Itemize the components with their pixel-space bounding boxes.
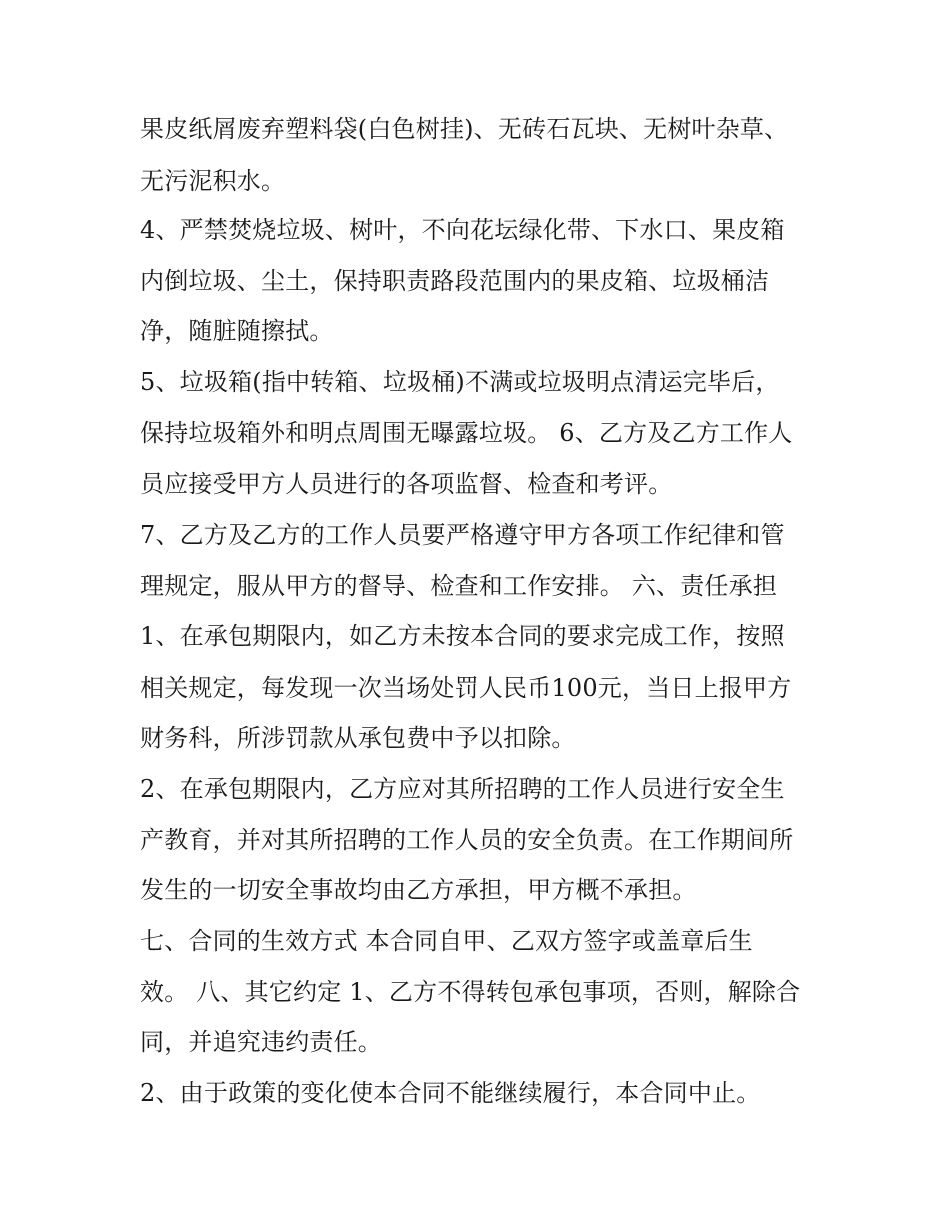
text-line: 无污泥积水。 [140,167,286,195]
text-line: 七、合同的生效方式 本合同自甲、乙双方签字或盖章后生 [140,927,753,955]
text-line: 产教育，并对其所招聘的工作人员的安全负责。在工作期间所 [140,826,794,854]
text-line: 1、在承包期限内，如乙方未按本合同的要求完成工作，按照 [140,622,785,650]
text-line: 相关规定，每发现一次当场处罚人民币100元，当日上报甲方 [140,674,792,702]
text-line: 4、严禁焚烧垃圾、树叶，不向花坛绿化带、下水口、果皮箱 [140,216,785,244]
text-line: 保持垃圾箱外和明点周围无曝露垃圾。 6、乙方及乙方工作人 [140,419,793,447]
text-line: 发生的一切安全事故均由乙方承担，甲方概不承担。 [140,876,697,904]
text-line: 7、乙方及乙方的工作人员要严格遵守甲方各项工作纪律和管 [140,521,785,549]
text-line: 理规定，服从甲方的督导、检查和工作安排。 六、责任承担 [140,572,778,600]
text-line: 员应接受甲方人员进行的各项监督、检查和考评。 [140,470,673,498]
text-line: 同，并追究违约责任。 [140,1028,382,1056]
text-line: 效。 八、其它约定 1、乙方不得转包承包事项，否则，解除合 [140,978,801,1006]
text-line: 果皮纸屑废弃塑料袋(白色树挂)、无砖石瓦块、无树叶杂草、 [140,115,789,143]
text-line: 5、垃圾箱(指中转箱、垃圾桶)不满或垃圾明点清运完毕后， [140,368,780,396]
text-line: 净，随脏随擦拭。 [140,317,334,345]
text-line: 2、由于政策的变化使本合同不能继续履行，本合同中止。 [140,1079,761,1107]
text-line: 2、在承包期限内，乙方应对其所招聘的工作人员进行安全生 [140,775,785,803]
text-line: 内倒垃圾、尘土，保持职责路段范围内的果皮箱、垃圾桶洁 [140,267,770,295]
text-line: 财务科，所涉罚款从承包费中予以扣除。 [140,724,576,752]
